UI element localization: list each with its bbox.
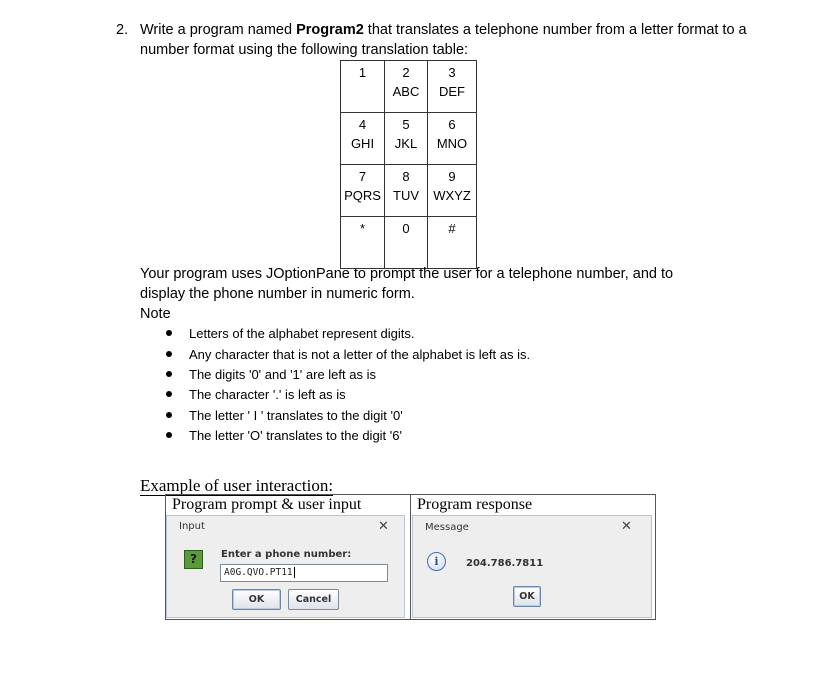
program-name: Program2 [296, 22, 364, 38]
key-cell [428, 61, 477, 113]
key-cell [428, 217, 477, 269]
key-digit: 1 [358, 65, 367, 80]
key-letters: JKL [394, 136, 418, 151]
input-dialog [166, 515, 405, 618]
key-letters: MNO [436, 136, 468, 151]
key-digit: 0 [402, 221, 410, 236]
key-letters: PQRS [344, 188, 381, 203]
table-row [341, 61, 477, 113]
question-icon: ? [184, 550, 203, 569]
table-row [341, 165, 477, 217]
close-icon[interactable]: ✕ [621, 519, 632, 534]
text-cursor [294, 567, 295, 578]
ok-button[interactable]: OK [232, 589, 281, 610]
key-cell [341, 61, 385, 113]
col2-header: Program response [417, 496, 533, 513]
question-line-2: number format using the following translation table: [140, 42, 469, 58]
key-letters: WXYZ [433, 188, 471, 203]
column-divider [410, 494, 411, 619]
bullet-dot [166, 371, 172, 377]
key-letters: GHI [350, 136, 375, 151]
ok-button[interactable]: OK [513, 586, 541, 607]
table-row [341, 113, 477, 165]
col1-header: Program prompt & user input [172, 496, 362, 513]
question-line-1-post: that translates a telephone number from a letter format to a [363, 22, 747, 38]
table-row [341, 217, 477, 269]
key-letters: TUV [393, 188, 419, 203]
example-title: Example of user interaction: [140, 476, 334, 495]
list-item: The letter 'O' translates to the digit '6' [189, 428, 402, 443]
bullet-dot [166, 330, 172, 336]
key-cell [385, 217, 428, 269]
key-cell [428, 165, 477, 217]
message-dialog [412, 515, 652, 618]
question-line-1 [140, 20, 747, 40]
key-cell [341, 165, 385, 217]
list-item: The digits '0' and '1' are left as is [189, 367, 376, 382]
bullet-dot [166, 351, 172, 357]
key-digit: 8 [402, 169, 410, 184]
key-cell [385, 61, 428, 113]
key-cell [341, 113, 385, 165]
list-item: Letters of the alphabet represent digits. [189, 326, 415, 341]
info-icon: i [427, 552, 446, 571]
key-cell [341, 217, 385, 269]
cancel-button[interactable]: Cancel [288, 589, 339, 610]
key-digit: * [359, 221, 366, 236]
question-number: 2. [116, 22, 129, 38]
key-digit: 2 [402, 65, 410, 80]
key-digit: 3 [448, 65, 456, 80]
list-item: The character '.' is left as is [189, 387, 346, 402]
phone-input-value: A0G.QVO.PT11 [224, 567, 293, 578]
key-letters: DEF [439, 84, 465, 99]
note-heading: Note [140, 306, 171, 322]
list-item: Any character that is not a letter of the alphabet is left as is. [189, 347, 531, 362]
body-line-1: Your program uses JOptionPane to prompt the user for a telephone number, and to [140, 266, 674, 282]
key-cell [385, 113, 428, 165]
message-text: 204.786.7811 [466, 558, 544, 569]
list-item: The letter ' I ' translates to the digit '0' [189, 408, 403, 423]
bullet-dot [166, 412, 172, 418]
key-digit: 5 [402, 117, 410, 132]
bullet-dot [166, 391, 172, 397]
dialog-title: Input [179, 521, 205, 532]
key-cell [428, 113, 477, 165]
body-line-2: display the phone number in numeric form. [140, 286, 415, 302]
translation-table [340, 60, 477, 269]
key-digit: 6 [448, 117, 456, 132]
close-icon[interactable]: ✕ [378, 519, 389, 534]
key-cell [385, 165, 428, 217]
phone-input[interactable] [220, 564, 388, 582]
key-digit: # [448, 221, 456, 236]
key-digit: 4 [358, 117, 367, 132]
dialog-title: Message [425, 522, 469, 533]
key-letters: ABC [392, 84, 420, 99]
question-line-1-pre: Write a program named [140, 22, 297, 38]
key-digit: 7 [358, 169, 367, 184]
bullet-dot [166, 432, 172, 438]
key-digit: 9 [448, 169, 456, 184]
prompt-label: Enter a phone number: [221, 549, 352, 560]
